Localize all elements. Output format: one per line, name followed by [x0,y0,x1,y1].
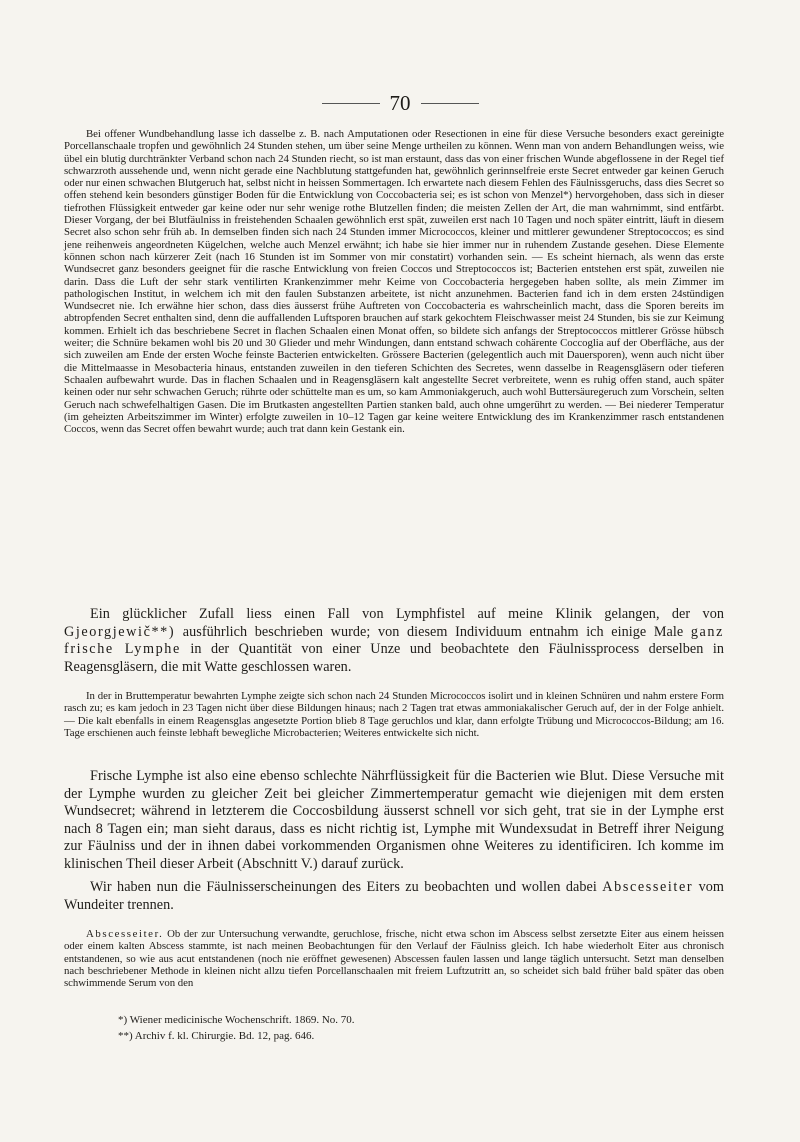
paragraph-lymph-fistula [64,606,724,676]
paragraph-lymph-fistula-text-3: in der Quantität von einer Unze und beobachtete den Fäulnissprocess derselben in Reagensgläsern, die mit Watte geschlossen waren. [64,641,724,675]
section-lead-abscesseiter: Abscesseiter. [86,928,164,940]
footnote-2: **) Archiv f. kl. Chirurgie. Bd. 12, pag. 646. [118,1030,315,1042]
page-header [0,88,800,118]
paragraph-lymph-observations: In der in Bruttemperatur bewahrten Lymphe zeigte sich schon nach 24 Stunden Micrococcos isolirt und in kleinen Schnüren und nahm erstere Form rasch zu; es kam jedoch in 23 Tagen nicht über diese Bildungen hinaus; nach 2 Tagen trat etwas ammoniakalischer Geruch auf, der in der Folge anhielt. — Die kalt ebenfalls in einem Reagensglas angesetzte Portion blieb 8 Tage geruchlos und klar, dann erfolgte Trübung und Micrococcos-Bildung; am 16. Tage erschienen auch feinste lebhaft bewegliche Microbacterien; Weiteres entwickelte sich nicht. [64,690,724,739]
footnotes [118,1012,678,1044]
paragraph-pus-transition-text-2: vom Wundeiter trennen. [64,879,724,913]
paragraph-lymph-conclusion: Frische Lymphe ist also eine ebenso schlechte Nährflüssigkeit für die Bacterien wie Blut. Diese Versuche mit der Lymphe wurden zu gleicher Zeit bei gleicher Zimmertemperatur gemacht wie diejenigen mit dem ersten Wundsecret; während in letzterem die Coccosbildung äusserst schnell vor sich geht, trat sie in der Lymphe erst nach 8 Tagen ein; man sieht daraus, dass es nicht richtig ist, Lymphe mit Wundexsudat in Betreff ihrer Neigung zur Fäulniss und der in ihnen dabei vorkommenden Organismen ohne Weiteres zu identificiren. Ich komme im klinischen Theil dieser Arbeit (Abschnitt V.) darauf zurück. [64,768,724,872]
paragraph-lymph-fistula-text-2: ausführlich beschrieben wurde; von diesem Individuum entnahm ich einige Male [182,623,684,640]
paragraph-pus-transition [64,879,724,914]
author-name-gjeorgjewic: Gjeorgjewič**) [64,623,176,640]
header-rule-left [322,103,380,104]
emphasis-fresh-lymph: ganz frische Lymphe [64,623,724,657]
header-rule-right [421,103,479,104]
paragraph-abscess-pus [64,928,724,989]
paragraph-abscess-pus-text: Ob der zur Untersuchung verwandte, geruchlose, frische, nicht etwa schon im Abscess selbst zersetzte Eiter aus einem heissen oder einem kalten Abscess stammte, ist nach meinen Beobachtungen für den Verlauf der Fäulniss gleich. Ich habe wiederholt Eiter aus chronisch entstandenen, so wie aus acut entstandenen (noch nie eröffnet gewesenen) Abscessen faulen lassen und lange täglich untersucht. Setzt man denselben nach beschriebener Methode in kleinen nicht allzu tiefen Porcellanschaalen mit freiem Luftzutritt an, so scheidet sich bald früher bald später das oben schwimmende Serum von den [64,928,724,990]
page-number: 70 [389,90,411,115]
paragraph-wound-secretion: Bei offener Wundbehandlung lasse ich dasselbe z. B. nach Amputationen oder Resectionen in eine für diese Versuche besonders exact gereinigte Porcellanschaale tropfen und gewöhnlich 24 Stunden stehen, um über seine Menge urtheilen zu können. Wenn man von andern Behandlungen weiss, wie übel ein blutig durchtränkter Verband schon nach 24 Stunden riecht, so ist man erstaunt, dass das von einer frischen Wunde abgeflossene in der Regel tief schwarzroth aussehende und, wenn nicht gerade eine Nachblutung stattgefunden hat, gewöhnlich gerinnselfreie erste Secret entweder gar keinen Geruch oder nur einen schwachen Blutgeruch hat, selbst nicht in heissen Sommertagen. Ich erwartete nach diesem Fehlen des Fäulnissgeruchs, dass dies Secret so offen stehend kein besonders günstiger Boden für die Entwicklung von Coccobacteria sei; es ist schon von Menzel*) hervorgehoben, dass sich in dieser tiefrothen Flüssigkeit entweder gar keine oder nur sehr wenige rothe Blutzellen finden; die meisten Zellen der Art, die man wahrnimmt, sind entfärbt. Dieser Vorgang, der bei Blutfäulniss in freistehenden Schaalen gewöhnlich erst spät, zuweilen erst nach 10 Tagen und noch später eintritt, läuft in diesem Secret also schon sehr früh ab. In demselben finden sich nach 24 Stunden immer Micrococcos, kleiner und mittlerer gewundener Streptococcos; es sind jene reihenweis angeordneten Kügelchen, welche auch Menzel erwähnt; ich habe sie hier immer nur in ruhendem Zustande gesehen. Diese Elemente können schon nach kürzerer Zeit (nach 16 Stunden ist im Sommer von mir constatirt) vorhanden sein. — Es scheint hiernach, als wenn das erste Wundsecret ganz besonders geeignet für die rasche Entwicklung von freien Coccos und Streptococcos ist; Bacterien entstehen erst spät, zuweilen nie darin. Dass die Luft der sehr stark ventilirten Krankenzimmer mehr Keime von Coccobacteria hergegeben haben sollte, als mein Zimmer im pathologischen Institut, in welchem ich mit den faulen Substanzen arbeitete, ist nicht anzunehmen. Bacterien fand ich in dem ersten 24stündigen Wundsecret nie. Ich erwähne hier schon, dass dies äusserst frühe Auftreten von Coccobacteria es wahrscheinlich macht, dass die Sporen bereits im abtropfenden Secret enthalten sind, denn die auffallenden Luftsporen brauchen auf stark gekochtem Fleischwasser meist 24 Stunden, bis sie zur Keimung kommen. Erhielt ich das beschriebene Secret in flachen Schaalen einen Monat offen, so bildete sich anfangs der Streptococcos mittlerer Grösse hübsch weiter; die Schnüre bekamen wohl bis 20 und 30 Glieder und mehr Windungen, dann entstand schwach cohärente Coccoglia auf der Oberfläche, aus der sich zuweilen am Ende der ersten Woche feinste Bacterien entwickelten. Grössere Bacterien (gelegentlich auch mit Dauersporen), wenn auch nicht über die Mittelmaasse in Mesobacteria hinaus, entstanden zuweilen in den tieferen Schichten des Secretes, wenn dasselbe in Reagensgläsern oder tieferen Schaalen aufbewahrt wurde. Das in flachen Schaalen und in Reagensgläsern kalt angestellte Secret verbreitete, wenn es ruhig offen stand, auch später keinen oder nur sehr schwachen Geruch; rührte oder schüttelte man es um, so kam Ammoniakgeruch, auch wohl Buttersäuregeruch zum Vorschein, selten Geruch nach schwefelhaltigen Gasen. Die im Brutkasten angestellten Partien stanken bald, auch ohne umgerührt zu werden. — Bei niederer Temperatur (im geheizten Arbeitszimmer im Winter) erfolgte zuweilen in 10–12 Tagen gar keine weitere Entwicklung des im Krankenzimmer rasch entstandenen Coccos, wenn das Secret offen bewahrt wurde; auch trat dann kein Gestank ein. [64,128,724,436]
emphasis-abscess-pus: Abscesseiter [602,879,694,895]
footnote-1: *) Wiener medicinische Wochenschrift. 1869. No. 70. [118,1014,355,1026]
paragraph-lymph-fistula-text: Ein glücklicher Zufall liess einen Fall von Lymphfistel auf meine Klinik gelangen, der von [90,606,724,622]
paragraph-pus-transition-text: Wir haben nun die Fäulnisserscheinungen des Eiters zu beobachten und wollen dabei [90,879,597,895]
